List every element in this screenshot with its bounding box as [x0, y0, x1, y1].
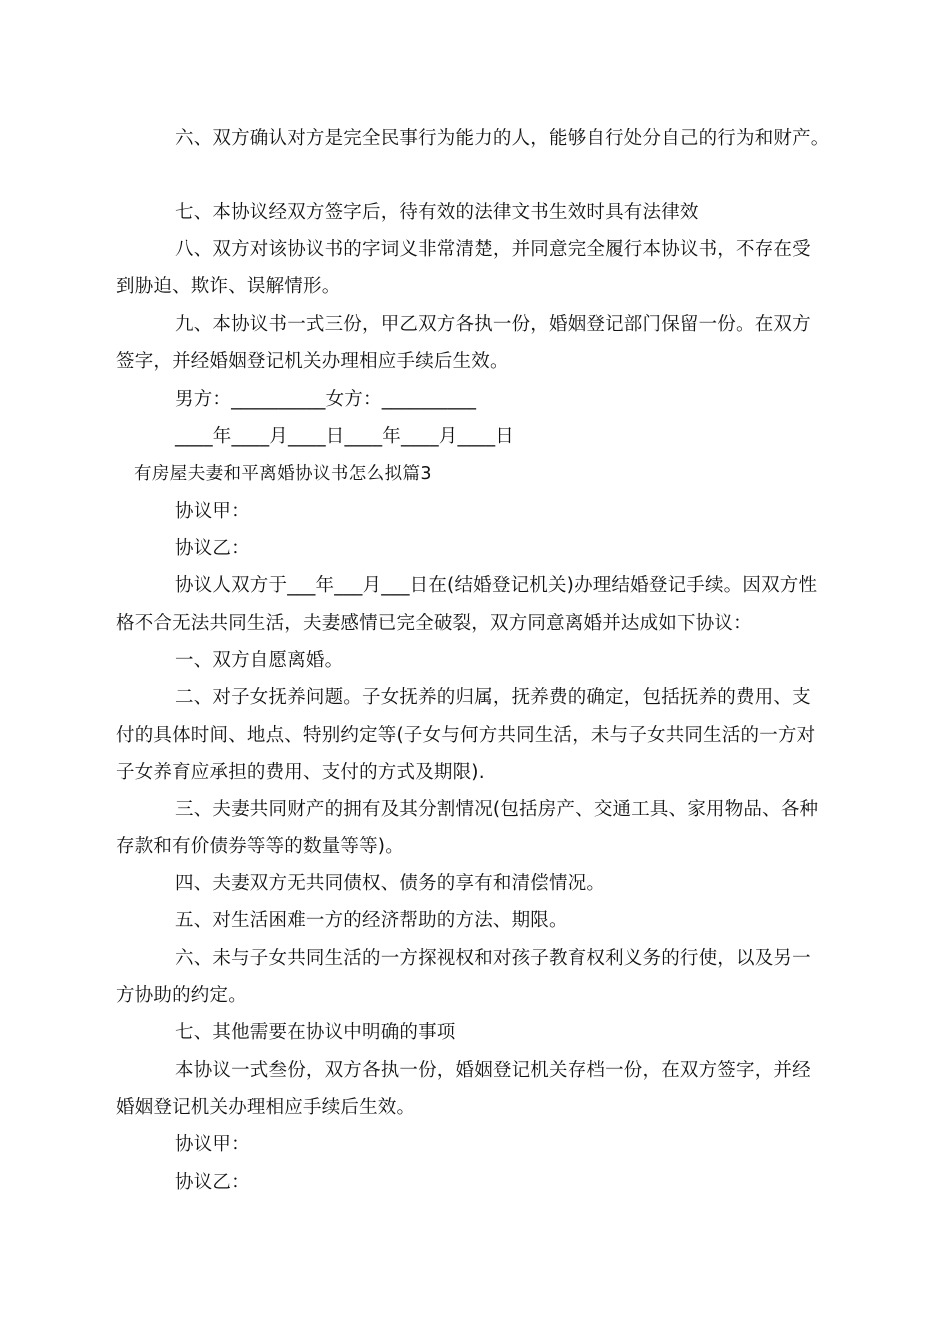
clause-9-line-1: 九、本协议书一式三份，甲乙双方各执一份，婚姻登记部门保留一份。在双方	[175, 314, 811, 335]
clause-9-line-2: 签字，并经婚姻登记机关办理相应手续后生效。	[116, 351, 509, 372]
party-b-signature-label: 协议乙：	[175, 1172, 250, 1193]
item-6-line-1: 六、未与子女共同生活的一方探视权和对孩子教育权利义务的行使，以及另一	[175, 948, 811, 969]
item-4: 四、夫妻双方无共同债权、债务的享有和清偿情况。	[175, 873, 606, 894]
item-3-line-1: 三、夫妻共同财产的拥有及其分割情况(包括房产、交通工具、家用物品、各种	[175, 799, 819, 820]
intro-line-2: 格不合无法共同生活，夫妻感情已完全破裂，双方同意离婚并达成如下协议：	[116, 613, 752, 634]
intro-line-1: 协议人双方于___年___月___日在(结婚登记机关)办理结婚登记手续。因双方性	[175, 575, 818, 596]
item-5: 五、对生活困难一方的经济帮助的方法、期限。	[175, 910, 568, 931]
party-a-label: 协议甲：	[175, 501, 250, 522]
party-a-signature-label: 协议甲：	[175, 1134, 250, 1155]
item-2-line-3: 子女养育应承担的费用、支付的方式及期限).	[116, 762, 485, 783]
item-2-line-1: 二、对子女抚养问题。子女抚养的归属，抚养费的确定，包括抚养的费用、支	[175, 687, 811, 708]
item-6-line-2: 方协助的约定。	[116, 985, 247, 1006]
clause-6-line-1: 六、双方确认对方是完全民事行为能力的人，能够自行处分自己的行为和财产。	[175, 128, 830, 149]
item-3-line-2: 存款和有价债券等等的数量等等)。	[116, 836, 404, 857]
closing-line-1: 本协议一式叁份，双方各执一份，婚姻登记机关存档一份，在双方签字，并经	[175, 1060, 811, 1081]
signature-line-dates: ____年____月____日____年____月____日	[175, 426, 515, 447]
closing-line-2: 婚姻登记机关办理相应手续后生效。	[116, 1097, 416, 1118]
party-b-label: 协议乙：	[175, 538, 250, 559]
clause-8-line-1: 八、双方对该协议书的字词义非常清楚，并同意完全履行本协议书，不存在受	[175, 239, 811, 260]
item-2-line-2: 付的具体时间、地点、特别约定等(子女与何方共同生活，未与子女共同生活的一方对	[116, 725, 816, 746]
item-1: 一、双方自愿离婚。	[175, 650, 344, 671]
item-7: 七、其他需要在协议中明确的事项	[175, 1022, 456, 1043]
section-heading: 有房屋夫妻和平离婚协议书怎么拟篇3	[134, 464, 432, 484]
clause-7-line-1: 七、本协议经双方签字后，待有效的法律文书生效时具有法律效	[175, 202, 699, 223]
clause-8-line-2: 到胁迫、欺诈、误解情形。	[116, 276, 341, 297]
signature-line-parties: 男方：__________女方：__________	[175, 389, 477, 410]
